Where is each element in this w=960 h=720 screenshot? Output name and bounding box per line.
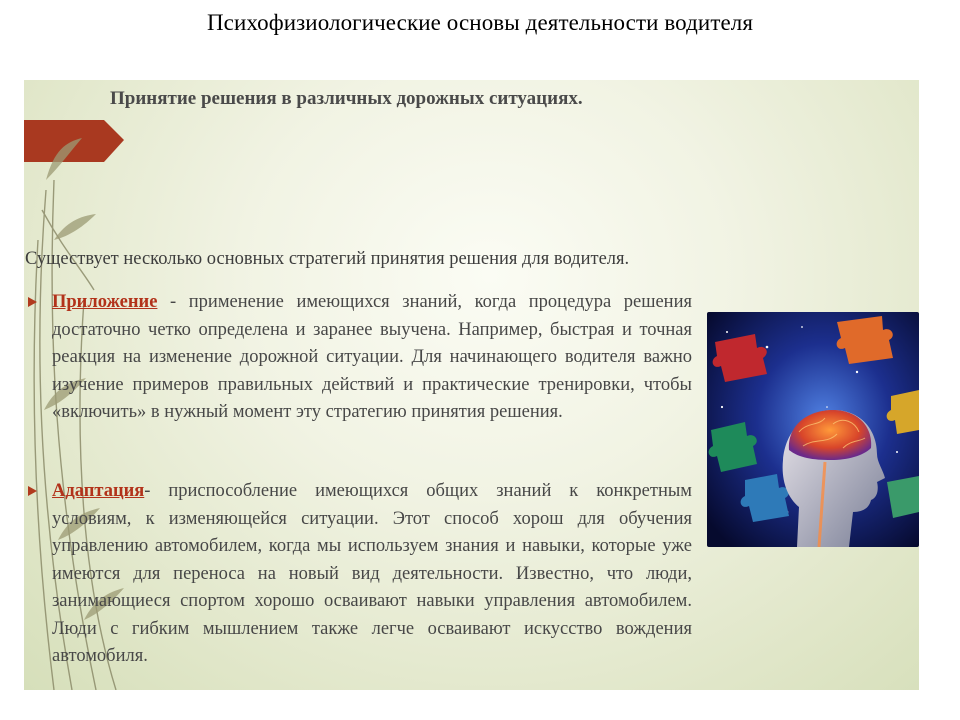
slide-subtitle: Принятие решения в различных дорожных ситуациях. bbox=[110, 88, 583, 109]
strategy-item bbox=[52, 289, 692, 427]
strategy-item bbox=[52, 478, 692, 671]
brain-puzzle-illustration bbox=[707, 312, 919, 547]
strategy-term: Адаптация bbox=[52, 481, 145, 501]
strategy-term: Приложение bbox=[52, 292, 158, 312]
bullet-arrow-icon bbox=[28, 297, 37, 307]
page-title: Психофизиологические основы деятельности водителя bbox=[206, 10, 754, 35]
intro-text: Существует несколько основных стратегий принятия решения для водителя. bbox=[25, 249, 630, 269]
strategy-description: - применение имеющихся знаний, когда процедура решения достаточно четко определена и заранее выучена. Например, быстрая и точная реакция на изменение дорожной ситуации. Для начинающего водителя важно изучение примеров правильных действий и практические тренировки, чтобы «включить» в нужный момент эту стратегию принятия решения. bbox=[52, 292, 692, 422]
bullet-arrow-icon bbox=[28, 486, 37, 496]
slide bbox=[24, 80, 919, 690]
strategy-description: - приспособление имеющихся общих знаний к конкретным условиям, к изменяющейся ситуации. Этот способ хорош для обучения управлению автомобилем, когда мы используем знания и навыки, которые уже имеются для переноса на новый вид деятельности. Известно, что люди, занимающиеся спортом хорошо осваивают навыки управления автомобилем. Люди с гибким мышлением также легче осваивают искусство вождения автомобиля. bbox=[52, 481, 692, 666]
